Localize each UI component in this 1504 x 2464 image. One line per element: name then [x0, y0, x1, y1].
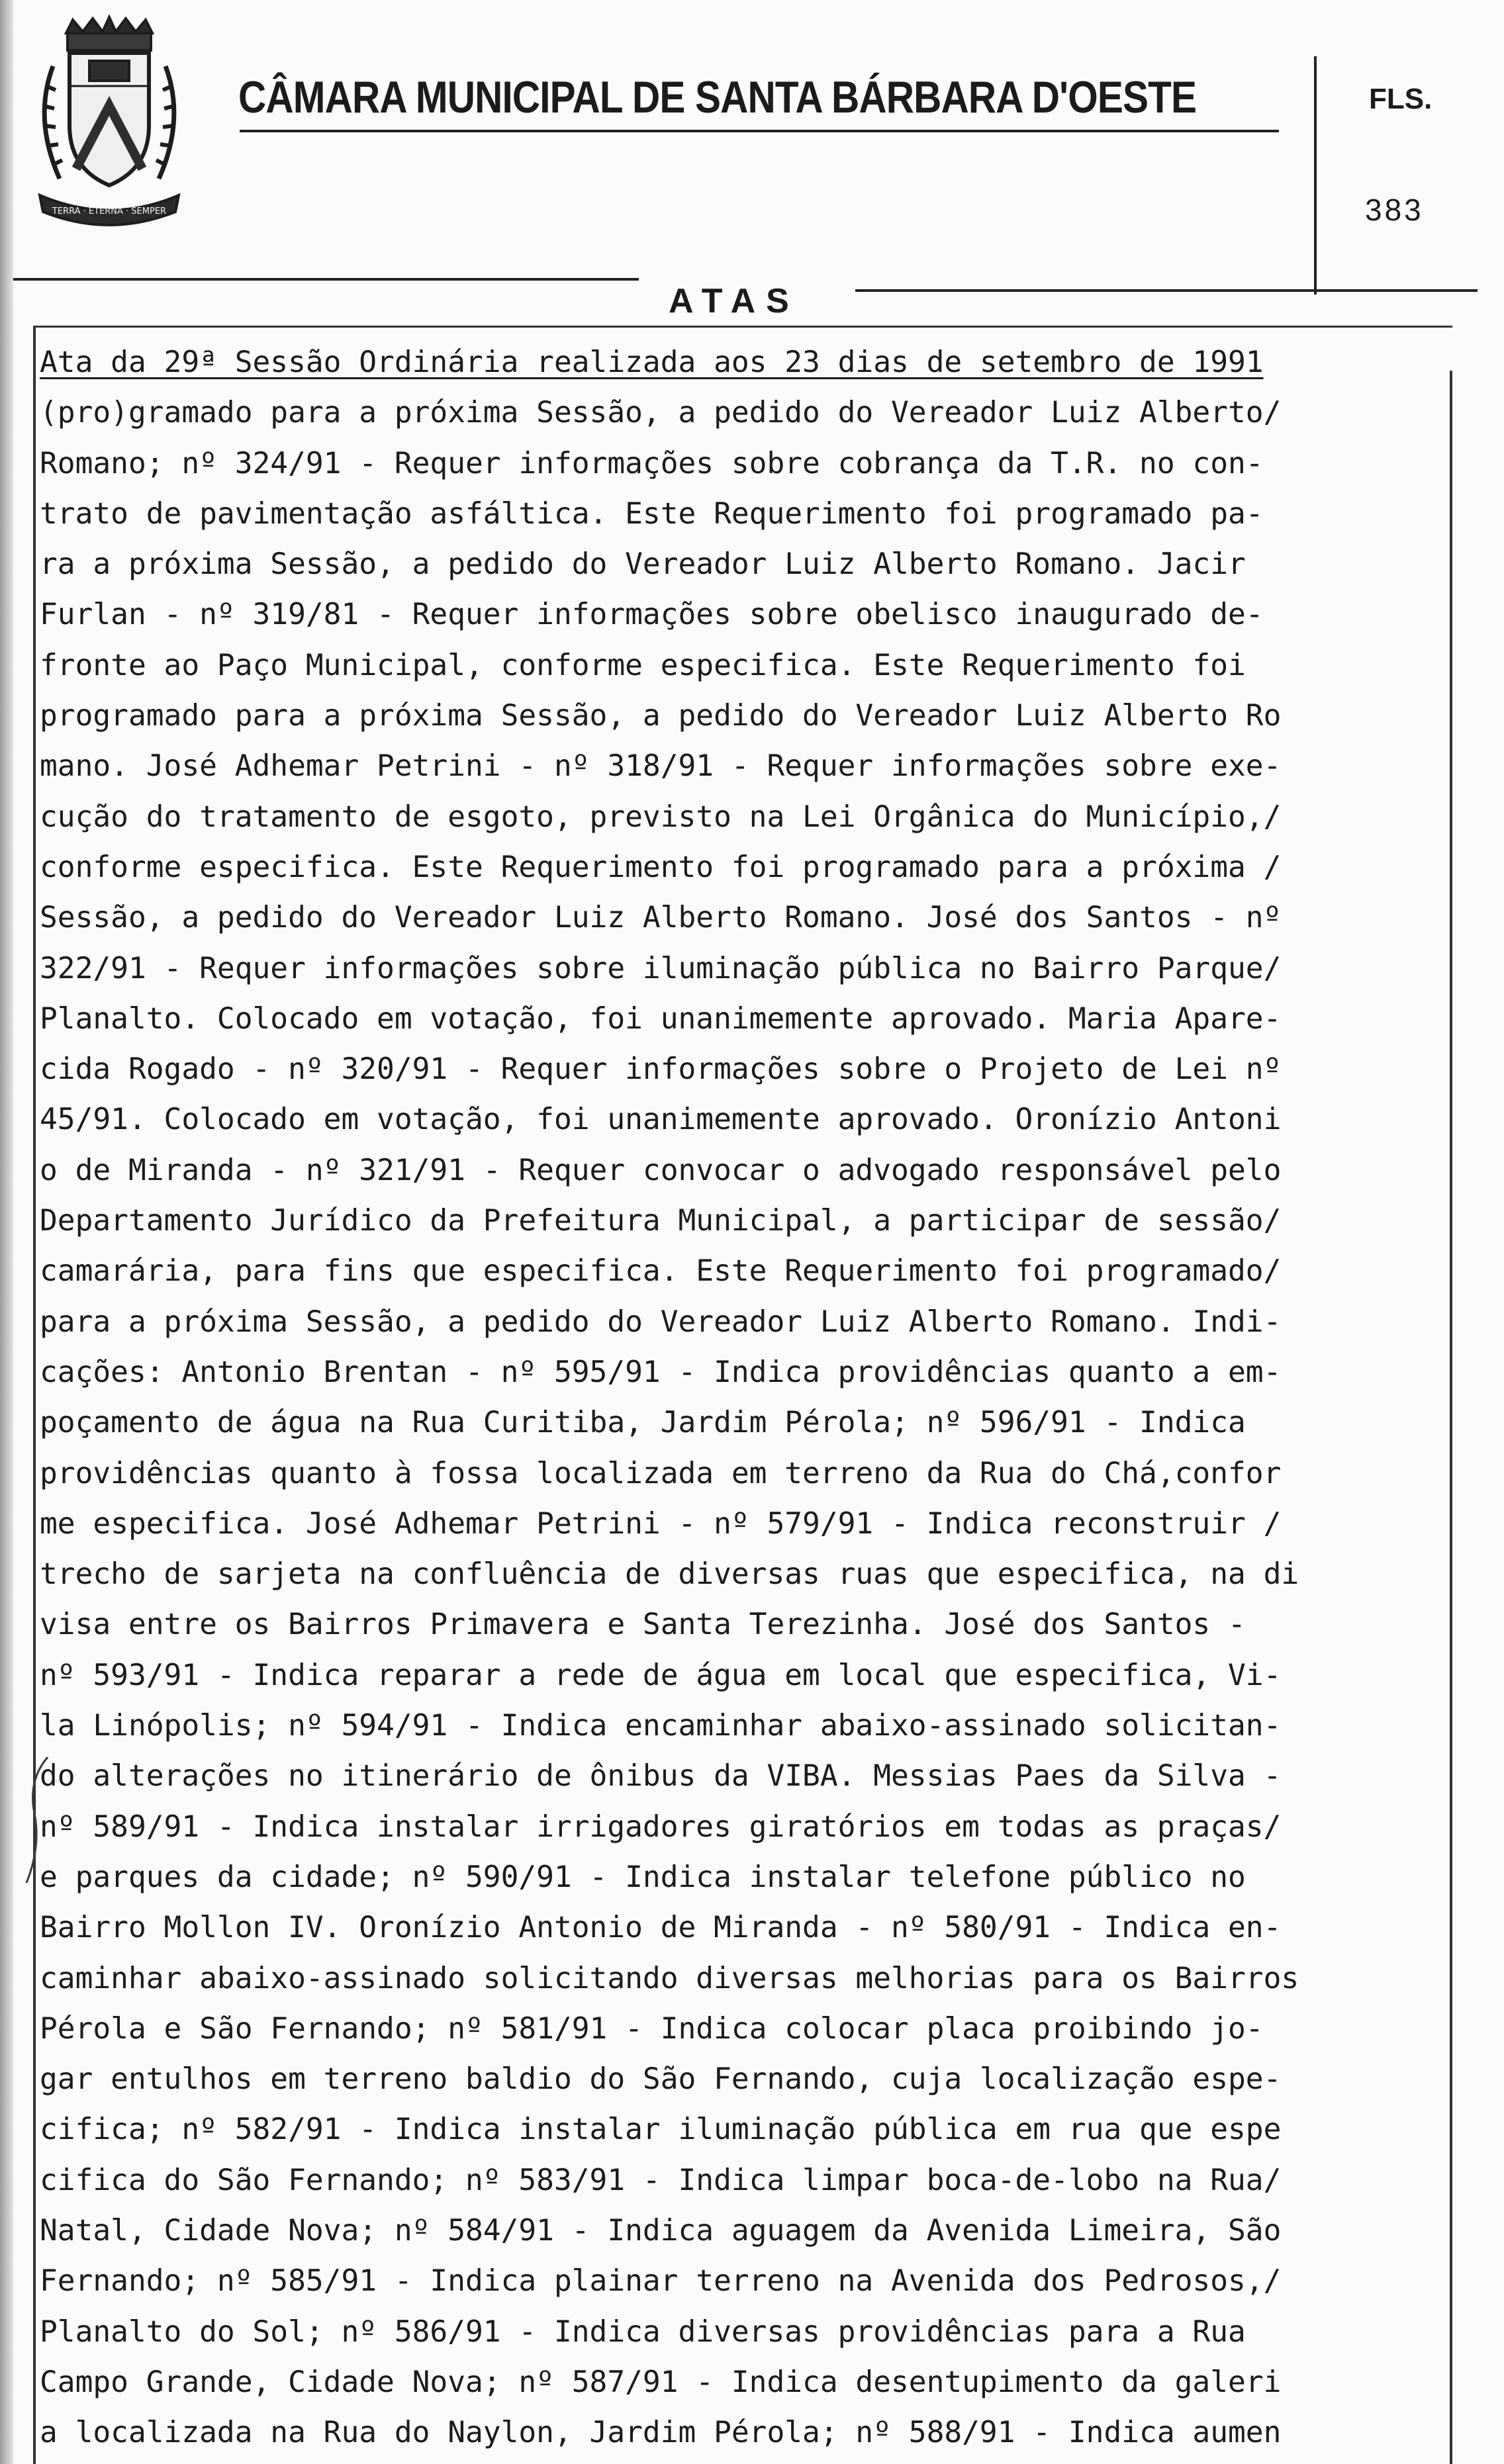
minutes-heading-line: Ata da 29ª Sessão Ordinária realizada aos 23 dias de setembro de 1991	[40, 345, 1264, 379]
folio-label: FLS.	[1369, 83, 1433, 115]
text-line: cifica do São Fernando; nº 583/91 - Indica limpar boca-de-lobo na Rua/	[40, 2163, 1282, 2197]
text-line: visa entre os Bairros Primavera e Santa Terezinha. José dos Santos -	[40, 1608, 1246, 1642]
text-line: Planalto. Colocado em votação, foi unanimemente aprovado. Maria Apare-	[40, 1001, 1282, 1036]
text-line: Natal, Cidade Nova; nº 584/91 - Indica aguagem da Avenida Limeira, São	[40, 2213, 1282, 2248]
text-line: (pro)gramado para a próxima Sessão, a pedido do Vereador Luiz Alberto/	[40, 396, 1282, 430]
text-line: do alterações no itinerário de ônibus da VIBA. Messias Paes da Silva -	[40, 1759, 1282, 1794]
text-line: conforme especifica. Este Requerimento foi programado para a próxima /	[40, 850, 1282, 884]
text-line: o de Miranda - nº 321/91 - Requer convocar o advogado responsável pelo	[40, 1153, 1282, 1187]
text-line: cução do tratamento de esgoto, previsto na Lei Orgânica do Município,/	[40, 799, 1282, 834]
text-line: para a próxima Sessão, a pedido do Vereador Luiz Alberto Romano. Indi-	[40, 1304, 1282, 1339]
text-line: Romano; nº 324/91 - Requer informações sobre cobrança da T.R. no con-	[40, 446, 1264, 480]
text-line: programado para a próxima Sessão, a pedido do Vereador Luiz Alberto Ro	[40, 699, 1282, 733]
text-line: nº 593/91 - Indica reparar a rede de água em local que especifica, Vi-	[40, 1658, 1282, 1692]
section-title: ATAS	[669, 282, 800, 320]
text-box-left-border	[33, 328, 36, 2464]
text-line: ra a próxima Sessão, a pedido do Vereador Luiz Alberto Romano. Jacir	[40, 547, 1246, 582]
minutes-text-body	[40, 338, 1443, 2458]
section-rule-left	[13, 278, 639, 281]
header-underline	[240, 130, 1279, 132]
text-line: Pérola e São Fernando; nº 581/91 - Indica colocar placa proibindo jo-	[40, 2011, 1264, 2046]
text-line: la Linópolis; nº 594/91 - Indica encaminhar abaixo-assinado solicitan-	[40, 1709, 1282, 1743]
text-box-top-border	[33, 326, 1452, 328]
header-vertical-divider	[1314, 56, 1317, 295]
text-line: a localizada na Rua do Naylon, Jardim Pérola; nº 588/91 - Indica aumen	[40, 2416, 1282, 2450]
text-line: Sessão, a pedido do Vereador Luiz Alberto Romano. José dos Santos - nº	[40, 901, 1282, 935]
text-line: Fernando; nº 585/91 - Indica plainar terreno na Avenida dos Pedrosos,/	[40, 2264, 1282, 2299]
text-line: camarária, para fins que especifica. Este Requerimento foi programado/	[40, 1254, 1282, 1289]
section-rule-right	[855, 289, 1478, 292]
text-line: trecho de sarjeta na confluência de diversas ruas que especifica, na di	[40, 1557, 1299, 1592]
institution-title: CÂMARA MUNICIPAL DE SANTA BÁRBARA D'OESTE	[238, 72, 1197, 122]
text-line: Planalto do Sol; nº 586/91 - Indica diversas providências para a Rua	[40, 2314, 1246, 2349]
text-line: nº 589/91 - Indica instalar irrigadores giratórios em todas as praças/	[40, 1809, 1282, 1844]
text-line: providências quanto à fossa localizada em terreno da Rua do Chá,confor	[40, 1456, 1282, 1490]
text-line: Furlan - nº 319/81 - Requer informações sobre obelisco inaugurado de-	[40, 598, 1264, 632]
text-line: poçamento de água na Rua Curitiba, Jardim Pérola; nº 596/91 - Indica	[40, 1406, 1246, 1440]
text-line: Bairro Mollon IV. Oronízio Antonio de Miranda - nº 580/91 - Indica en-	[40, 1911, 1282, 1945]
text-line: fronte ao Paço Municipal, conforme especifica. Este Requerimento foi	[40, 648, 1246, 682]
text-line: 322/91 - Requer informações sobre iluminação pública no Bairro Parque/	[40, 951, 1282, 985]
municipal-crest-logo	[26, 13, 192, 232]
text-line: trato de pavimentação asfáltica. Este Requerimento foi programado pa-	[40, 496, 1264, 531]
text-line: caminhar abaixo-assinado solicitando diversas melhorias para os Bairros	[40, 1961, 1299, 1995]
text-line: cações: Antonio Brentan - nº 595/91 - Indica providências quanto a em-	[40, 1355, 1282, 1389]
text-line: Departamento Jurídico da Prefeitura Municipal, a participar de sessão/	[40, 1204, 1282, 1238]
scan-page-edge	[0, 0, 13, 2464]
text-line: 45/91. Colocado em votação, foi unanimemente aprovado. Oronízio Antoni	[40, 1103, 1282, 1137]
folio-number: 383	[1365, 193, 1424, 227]
text-line: cida Rogado - nº 320/91 - Requer informações sobre o Projeto de Lei nº	[40, 1052, 1282, 1087]
text-line: me especifica. José Adhemar Petrini - nº 579/91 - Indica reconstruir /	[40, 1506, 1282, 1541]
text-line: mano. José Adhemar Petrini - nº 318/91 - Requer informações sobre exe-	[40, 749, 1282, 784]
text-line: gar entulhos em terreno baldio do São Fernando, cuja localização espe-	[40, 2062, 1282, 2097]
crest-motto: TERRA · ETERNA · SEMPER	[52, 206, 167, 216]
text-line: e parques da cidade; nº 590/91 - Indica instalar telefone público no	[40, 1860, 1246, 1894]
text-box-right-border	[1450, 371, 1452, 2464]
text-line: cifica; nº 582/91 - Indica instalar iluminação pública em rua que espe	[40, 2113, 1282, 2147]
text-line: Campo Grande, Cidade Nova; nº 587/91 - Indica desentupimento da galeri	[40, 2365, 1282, 2399]
